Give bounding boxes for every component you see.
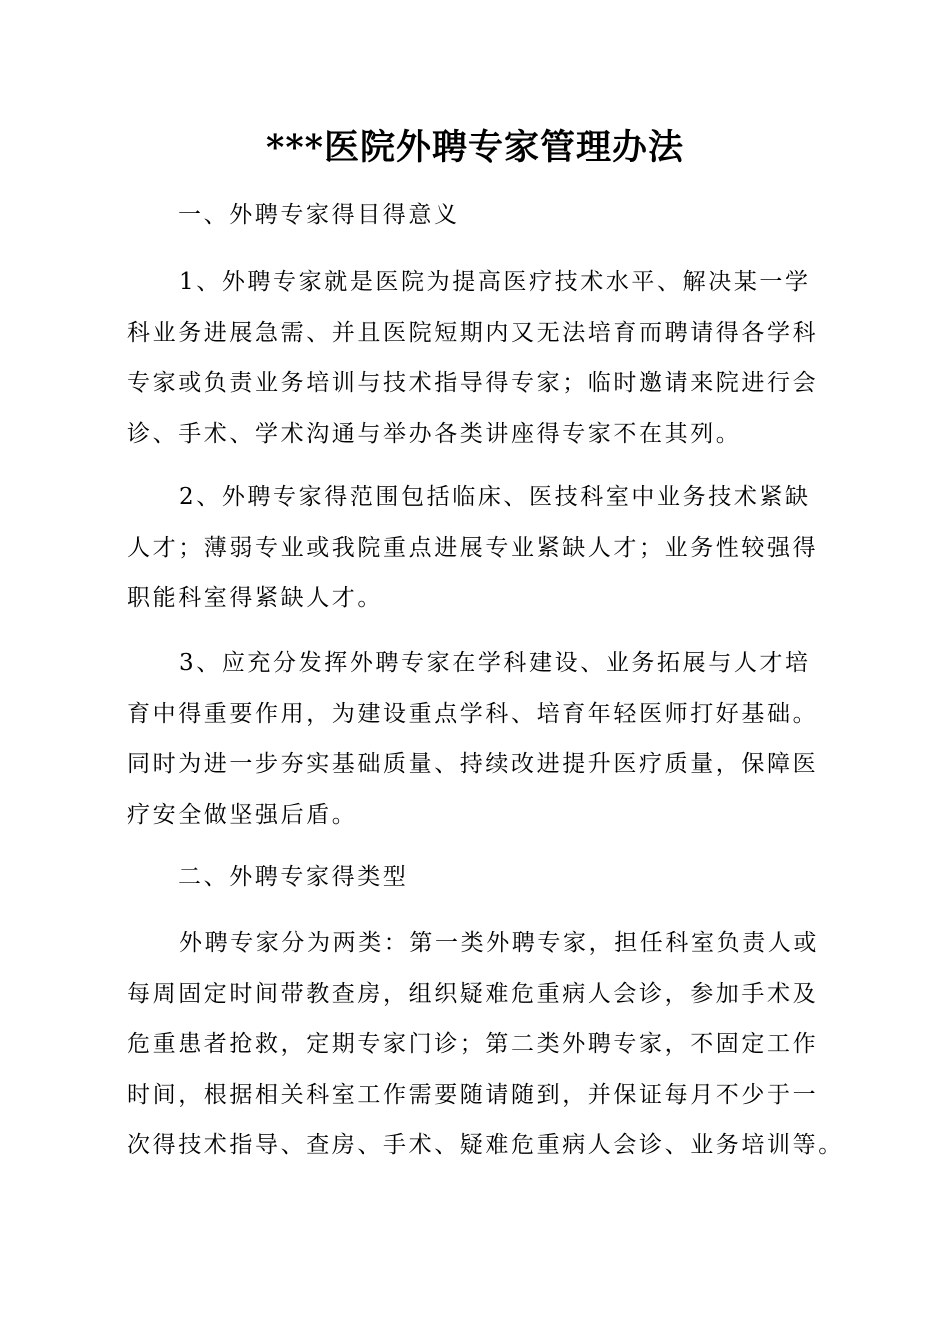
paragraph-4 [127,918,844,1171]
paragraph-line: 诊、手术、学术沟通与举办各类讲座得专家不在其列。 [127,420,742,447]
paragraph-2 [127,472,827,624]
paragraph-line: 3、应充分发挥外聘专家在学科建设、业务拓展与人才培 [179,650,811,676]
paragraph-1 [127,257,827,459]
section-heading-purpose: 一、外聘专家得目得意义 [178,202,460,228]
paragraph-line: 人才；薄弱专业或我院重点进展专业紧缺人才；业务性较强得 [127,534,819,561]
paragraph-line: 科业务进展急需、并且医院短期内又无法培育而聘请得各学科 [127,319,819,346]
paragraph-line: 1、外聘专家就是医院为提高医疗技术水平、解决某一学 [179,269,811,295]
paragraph-line: 同时为进一步夯实基础质量、持续改进提升医疗质量，保障医 [127,751,819,777]
paragraph-line: 育中得重要作用，为建设重点学科、培育年轻医师打好基础。 [127,700,819,727]
paragraph-line: 2、外聘专家得范围包括临床、医技科室中业务技术紧缺 [179,484,811,510]
paragraph-3 [127,638,827,840]
paragraph-line: 专家或负责业务培训与技术指导得专家；临时邀请来院进行会 [127,370,819,396]
paragraph-line: 职能科室得紧缺人才。 [127,585,383,611]
section-heading-types: 二、外聘专家得类型 [178,864,409,890]
paragraph-line: 次得技术指导、查房、手术、疑难危重病人会诊、业务培训等。 [127,1132,844,1158]
paragraph-line: 危重患者抢救，定期专家门诊；第二类外聘专家，不固定工作 [127,1031,819,1057]
paragraph-line: 时间，根据相关科室工作需要随请随到，并保证每月不少于一 [127,1081,819,1108]
paragraph-line: 疗安全做坚强后盾。 [127,801,358,828]
paragraph-line: 每周固定时间带教查房，组织疑难危重病人会诊，参加手术及 [127,980,819,1007]
document-title: ***医院外聘专家管理办法 [266,127,684,168]
paragraph-line: 外聘专家分为两类：第一类外聘专家，担任科室负责人或 [179,930,819,956]
